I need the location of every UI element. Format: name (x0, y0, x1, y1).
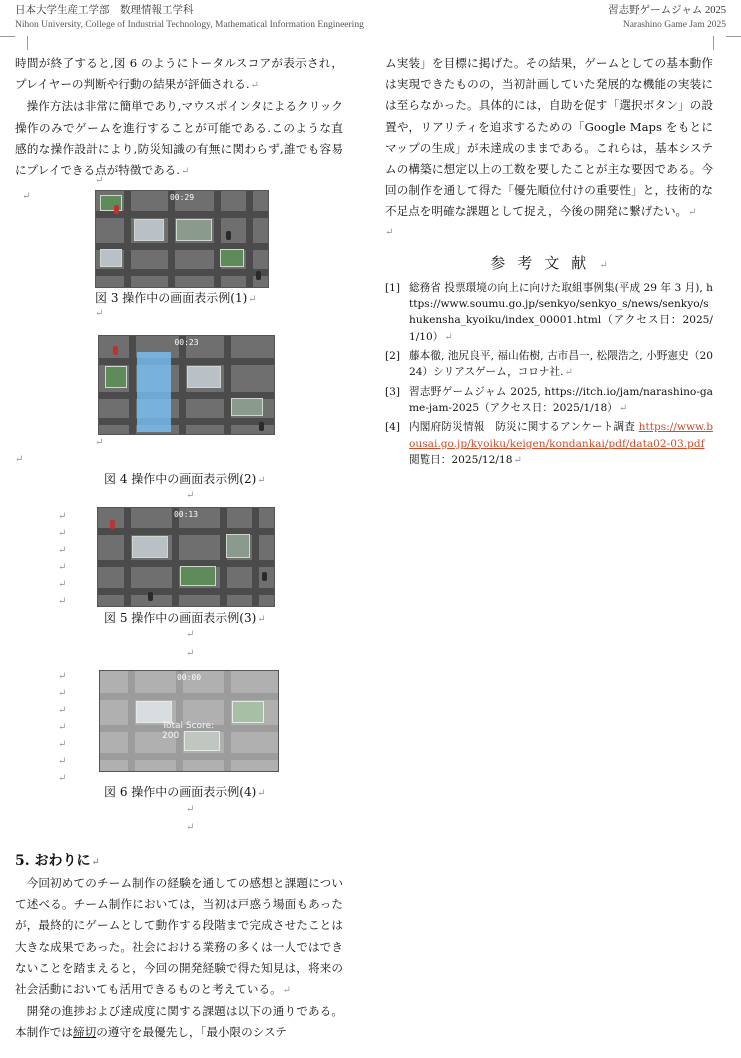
crop-mark (15, 36, 28, 50)
figure-5-screenshot (97, 507, 275, 607)
paragraph-mark: ↵ (95, 308, 104, 319)
crop-mark (713, 36, 726, 50)
figure-4-screenshot (98, 335, 275, 435)
paragraph-mark: ↵ (95, 175, 104, 186)
paragraph-mark: ↵ (385, 226, 394, 238)
paragraph-marks-column: ↵ ↵ ↵ ↵ ↵ ↵ ↵ (58, 671, 67, 784)
paragraph-mark: ↵ (15, 454, 24, 465)
figure-caption: 図 6 操作中の画面表示例(4)↵ (104, 785, 266, 799)
body-paragraph: 時間が終了すると,図 6 のようにトータルスコアが表示され，プレイヤーの判断や行動の結果が評価される.↵ (15, 56, 343, 92)
total-score: Total Score: 200 (162, 721, 215, 741)
section-heading: 5. おわりに↵ (15, 853, 100, 869)
paragraph-mark: ↵ (186, 822, 195, 833)
section5-body (15, 873, 343, 1044)
header-affiliation-jp: 日本大学生産工学部 数理情報工学科 (15, 5, 194, 16)
right-column (385, 53, 713, 471)
crop-mark (726, 36, 741, 37)
header-right (608, 4, 726, 32)
page-header (15, 4, 726, 34)
header-left (15, 4, 364, 32)
figure-6-screenshot (99, 670, 279, 772)
figure-caption: 図 4 操作中の画面表示例(2)↵ (104, 472, 266, 486)
references-list (385, 280, 713, 469)
paragraph-mark: ↵ (186, 629, 195, 640)
body-paragraph: ム実装」を目標に掲げた。その結果，ゲームとしての基本動作は実現できたものの，当初計画していた発展的な機能の実装には至らなかった。具体的には，自助を促す「選択ボタン」の設置や，リアリティを追求するための「Google Maps をもとにマップの生成」が未達成のままである。これらは，基本システムの構築に想定以上の工数を要したことが主な要因である。今回の制作を通して得た「優先順位付けの重要性」と，技術的な不足点を明確な課題として捉え，今後の開発に繋げたい。↵ (385, 56, 713, 219)
left-column (15, 53, 343, 182)
header-event-jp: 習志野ゲームジャム 2025 (608, 5, 726, 16)
body-paragraph: 操作方法は非常に簡単であり,マウスポインタによるクリック操作のみでゲームを進行することが可能である.このような直感的な操作設計により,防災知識の有無に関わらず,誰でも容易にプレイできる点が特徴である.↵ (15, 99, 343, 178)
paragraph-mark: ↵ (22, 191, 31, 202)
paragraph-mark: ↵ (186, 804, 195, 815)
figure-caption: 図 5 操作中の画面表示例(3)↵ (104, 611, 266, 625)
header-affiliation-en: Nihon University, College of Industrial Technology, Mathematical Information Engineering (15, 20, 364, 30)
paragraph-marks-column: ↵ ↵ ↵ ↵ ↵ ↵ (58, 511, 67, 607)
figure-caption: 図 3 操作中の画面表示例(1)↵ (95, 291, 257, 305)
figure-3-screenshot (95, 190, 269, 288)
paragraph-mark: ↵ (95, 437, 104, 448)
reference-item: [4] 内閣府防災情報 防災に関するアンケート調査 https://www.bousai.go.jp/kyoiku/keigen/kondankai/pdf/data02-03.pdf 閲覧日：2025/12/18↵ (385, 421, 713, 466)
reference-item: [1] 総務省 投票環境の向上に向けた取組事例集(平成 29 年 3 月), https://www.soumu.go.jp/senkyo/senkyo_s/news/senkyo/shukensha_kyoiku/index_00001.html（アクセス日：2025/1/10）↵ (385, 281, 713, 343)
crop-mark (0, 36, 15, 37)
reference-item: [3] 習志野ゲームジャム 2025, https://itch.io/jam/narashino-game-jam-2025（アクセス日：2025/1/18）↵ (385, 385, 713, 414)
reference-link[interactable]: https://www.bousai.go.jp/kyoiku/keigen/kondankai/pdf/data02-03.pdf (409, 421, 713, 450)
game-timer: 00:13 (173, 510, 199, 519)
game-timer: 00:00 (176, 673, 202, 682)
header-event-en: Narashino Game Jam 2025 (622, 20, 726, 30)
references-heading: 参考文献↵ (490, 253, 608, 272)
game-timer: 00:29 (169, 193, 195, 202)
reference-item: [2] 藤本徹, 池尻良平, 福山佑樹, 古市昌一, 松隈浩之, 小野憲史（2024）シリアスゲーム，コロナ社.↵ (385, 350, 713, 379)
body-paragraph: 開発の進捗および達成度に関する課題は以下の通りである。本制作では締切の遵守を最優先し，「最小限のシステ (15, 1004, 343, 1040)
paragraph-mark: ↵ (186, 648, 195, 659)
paragraph-mark: ↵ (186, 490, 195, 501)
body-paragraph: 今回初めてのチーム制作の経験を通しての感想と課題について述べる。チーム制作においては，当初は戸惑う場面もあったが，最終的にゲームとして動作する段階まで完成させたことは大きな成果であった。社会における業務の多くは一人ではできないことを踏まえると，今回の開発経験で得た知見は，将来の社会活動においても活用できるものと考えている。↵ (15, 876, 343, 997)
game-timer: 00:23 (174, 338, 199, 347)
